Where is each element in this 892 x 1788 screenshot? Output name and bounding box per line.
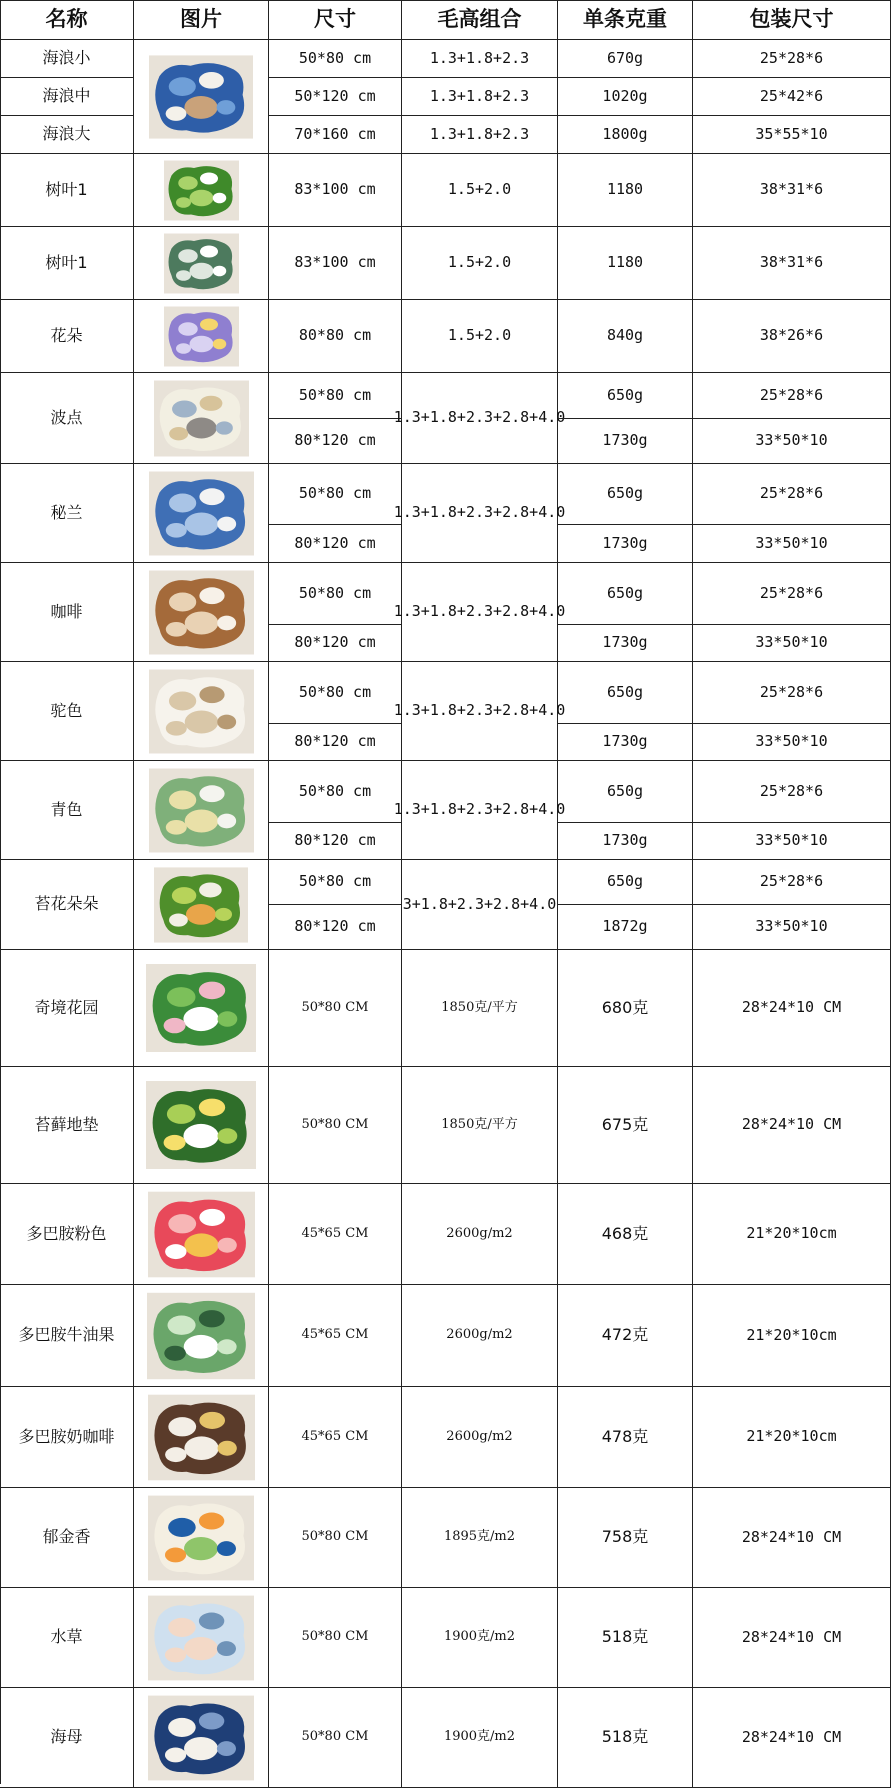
product-name-text: 海浪中 xyxy=(42,86,91,106)
rug-thumbnail-image xyxy=(148,1492,254,1584)
product-picture xyxy=(134,1285,269,1387)
product-name-text: 多巴胺牛油果 xyxy=(18,1325,115,1345)
package-value-text: 21*20*10cm xyxy=(746,1325,837,1344)
size-value-text: 83*100 cm xyxy=(294,253,376,272)
weight-value-text: 758克 xyxy=(601,1527,649,1547)
size-value-text: 83*100 cm xyxy=(294,180,376,199)
product-name-text: 水草 xyxy=(50,1627,83,1647)
size-value xyxy=(269,905,402,950)
pile-height-value xyxy=(402,1067,558,1184)
package-value xyxy=(693,525,891,563)
package-value xyxy=(693,40,891,78)
size-value xyxy=(269,823,402,860)
pile-height-value-text: 1850克/平方 xyxy=(441,1116,518,1132)
package-value-text: 33*50*10 xyxy=(755,533,828,552)
size-value-text: 50*80 cm xyxy=(298,385,372,404)
weight-value-text: 472克 xyxy=(601,1325,649,1345)
pile-height-value xyxy=(402,1184,558,1285)
size-value xyxy=(269,1387,402,1488)
rug-thumbnail-image xyxy=(149,47,253,147)
weight-value xyxy=(558,724,693,761)
weight-value xyxy=(558,1387,693,1488)
pile-height-value-text: 1.5+2.0 xyxy=(447,326,512,345)
product-name xyxy=(0,950,134,1067)
product-picture xyxy=(134,40,269,154)
pile-height-value-text: 1.3+1.8+2.3 xyxy=(429,48,530,67)
size-value-text: 50*80 CM xyxy=(301,999,369,1015)
package-value xyxy=(693,1285,891,1387)
size-value-text: 80*120 cm xyxy=(294,431,376,450)
package-value-text: 28*24*10 CM xyxy=(741,998,842,1017)
product-name xyxy=(0,116,134,154)
rug-thumbnail-image xyxy=(164,231,239,296)
product-name-text: 树叶1 xyxy=(45,179,88,199)
package-value xyxy=(693,300,891,373)
package-value-text: 25*28*6 xyxy=(759,385,824,404)
pile-height-value-text: 1.3+1.8+2.3+2.8+4.0 xyxy=(393,503,566,522)
product-name xyxy=(0,1688,134,1788)
product-name-text: 海浪小 xyxy=(42,48,91,68)
rug-thumbnail-image xyxy=(154,377,249,460)
product-name xyxy=(0,1067,134,1184)
header-picture-text: 图片 xyxy=(180,7,222,32)
pile-height-value-text: 1.3+1.8+2.3+2.8+4.0 xyxy=(393,800,566,819)
weight-value xyxy=(558,300,693,373)
product-name-text: 秘兰 xyxy=(50,502,83,522)
package-value xyxy=(693,563,891,625)
size-value xyxy=(269,761,402,823)
package-value-text: 25*28*6 xyxy=(759,781,824,800)
package-value-text: 25*28*6 xyxy=(759,583,824,602)
product-picture xyxy=(134,950,269,1067)
size-value-text: 50*80 CM xyxy=(301,1729,369,1745)
product-picture xyxy=(134,300,269,373)
rug-thumbnail-image xyxy=(148,1692,254,1784)
size-value xyxy=(269,116,402,154)
size-value-text: 45*65 CM xyxy=(301,1327,369,1343)
package-value-text: 38*31*6 xyxy=(759,180,824,199)
package-value xyxy=(693,1387,891,1488)
package-value-text: 35*55*10 xyxy=(755,124,828,143)
weight-value xyxy=(558,1588,693,1688)
package-value xyxy=(693,662,891,724)
pile-height-value-text: 1895克/m2 xyxy=(443,1529,516,1545)
rug-thumbnail-image xyxy=(154,864,248,946)
product-picture xyxy=(134,1387,269,1488)
weight-value-text: 518克 xyxy=(601,1727,649,1747)
product-picture xyxy=(134,563,269,662)
package-value-text: 38*31*6 xyxy=(759,253,824,272)
header-size xyxy=(269,0,402,40)
product-name-text: 花朵 xyxy=(50,325,83,345)
product-name-text: 苔藓地垫 xyxy=(34,1114,99,1134)
size-value-text: 45*65 CM xyxy=(301,1225,369,1241)
pile-height-value-text: 1.3+1.8+2.3+2.8+4.0 xyxy=(393,408,566,427)
weight-value xyxy=(558,116,693,154)
size-value-text: 45*65 CM xyxy=(301,1428,369,1444)
pile-height-value xyxy=(393,373,566,464)
product-name-text: 波点 xyxy=(50,407,83,427)
header-package-text: 包装尺寸 xyxy=(749,7,834,32)
package-value xyxy=(693,1067,891,1184)
pile-height-value xyxy=(393,662,566,761)
size-value xyxy=(269,464,402,525)
package-value xyxy=(693,464,891,525)
rug-thumbnail-image xyxy=(148,1391,255,1484)
pile-height-value xyxy=(393,563,566,662)
product-name-text: 青色 xyxy=(50,799,83,819)
weight-value-text: 1020g xyxy=(602,86,648,105)
size-value xyxy=(269,1688,402,1788)
weight-value-text: 1730g xyxy=(602,633,648,652)
size-value-text: 50*80 cm xyxy=(298,682,372,701)
product-name-text: 海母 xyxy=(50,1727,83,1747)
product-name-text: 海浪大 xyxy=(42,124,91,144)
pile-height-value xyxy=(402,1488,558,1588)
rug-thumbnail-image xyxy=(149,468,254,559)
product-name-text: 奇境花园 xyxy=(34,997,99,1017)
product-name xyxy=(0,373,134,464)
weight-value-text: 650g xyxy=(606,872,644,891)
weight-value-text: 670g xyxy=(606,48,644,67)
weight-value-text: 478克 xyxy=(601,1426,649,1446)
size-value-text: 80*120 cm xyxy=(294,917,376,936)
size-value xyxy=(269,1067,402,1184)
package-value-text: 25*42*6 xyxy=(759,86,824,105)
product-name xyxy=(0,761,134,860)
weight-value xyxy=(558,1688,693,1788)
pile-height-value xyxy=(402,227,558,300)
weight-value-text: 650g xyxy=(606,781,644,800)
package-value xyxy=(693,373,891,419)
product-picture xyxy=(134,1588,269,1688)
pile-height-value xyxy=(402,154,558,227)
package-value-text: 21*20*10cm xyxy=(746,1427,837,1446)
rug-thumbnail-image xyxy=(147,1289,255,1383)
pile-height-value-text: 2600g/m2 xyxy=(446,1225,513,1241)
header-size-text: 尺寸 xyxy=(314,7,356,32)
package-value xyxy=(693,1588,891,1688)
header-pile xyxy=(402,0,558,40)
weight-value-text: 650g xyxy=(606,484,644,503)
size-value xyxy=(269,563,402,625)
size-value-text: 50*80 CM xyxy=(301,1116,369,1132)
header-package xyxy=(693,0,891,40)
size-value xyxy=(269,78,402,116)
product-name xyxy=(0,1488,134,1588)
package-value xyxy=(693,905,891,950)
pile-height-value-text: 1900克/m2 xyxy=(443,1629,516,1645)
weight-value xyxy=(558,373,693,419)
pile-height-value-text: 1.3+1.8+2.3+2.8+4.0 xyxy=(393,701,566,720)
weight-value-text: 840g xyxy=(606,326,644,345)
weight-value-text: 680克 xyxy=(601,997,649,1017)
size-value xyxy=(269,419,402,464)
package-value-text: 28*24*10 CM xyxy=(741,1115,842,1134)
size-value xyxy=(269,525,402,563)
pile-height-value xyxy=(402,116,558,154)
package-value xyxy=(693,1184,891,1285)
product-picture xyxy=(134,227,269,300)
weight-value-text: 1872g xyxy=(602,917,648,936)
package-value-text: 33*50*10 xyxy=(755,732,828,751)
product-name xyxy=(0,1387,134,1488)
weight-value-text: 1730g xyxy=(602,533,648,552)
pile-height-value-text: 1850克/平方 xyxy=(441,999,518,1015)
product-picture xyxy=(134,1067,269,1184)
size-value-text: 50*120 cm xyxy=(294,86,376,105)
package-value-text: 33*50*10 xyxy=(755,917,828,936)
size-value xyxy=(269,662,402,724)
product-name xyxy=(0,662,134,761)
weight-value-text: 1730g xyxy=(602,831,648,850)
size-value-text: 50*80 CM xyxy=(301,1629,369,1645)
size-value xyxy=(269,373,402,419)
package-value xyxy=(693,761,891,823)
header-picture xyxy=(134,0,269,40)
size-value-text: 50*80 cm xyxy=(298,872,372,891)
product-picture xyxy=(134,1184,269,1285)
product-name xyxy=(0,78,134,116)
size-value-text: 80*120 cm xyxy=(294,732,376,751)
rug-thumbnail-image xyxy=(146,1077,256,1173)
weight-value-text: 1180 xyxy=(606,253,644,272)
pile-height-value xyxy=(402,1387,558,1488)
header-name-text: 名称 xyxy=(45,7,88,32)
pile-height-value xyxy=(402,950,558,1067)
package-value-text: 38*26*6 xyxy=(759,326,824,345)
size-value-text: 80*80 cm xyxy=(298,326,372,345)
weight-value xyxy=(558,525,693,563)
size-value xyxy=(269,40,402,78)
pile-height-value-text: 2600g/m2 xyxy=(446,1428,513,1444)
size-value-text: 80*120 cm xyxy=(294,831,376,850)
product-name-text: 苔花朵朵 xyxy=(34,894,99,914)
header-weight-text: 单条克重 xyxy=(583,7,667,32)
weight-value xyxy=(558,154,693,227)
product-name xyxy=(0,300,134,373)
pile-height-value-text: 2600g/m2 xyxy=(446,1327,513,1343)
package-value xyxy=(693,1488,891,1588)
size-value xyxy=(269,1588,402,1688)
rug-thumbnail-image xyxy=(149,765,254,856)
product-picture xyxy=(134,1688,269,1788)
rug-thumbnail-image xyxy=(146,960,256,1056)
rug-thumbnail-image xyxy=(149,567,254,658)
package-value xyxy=(693,823,891,860)
weight-value-text: 1730g xyxy=(602,732,648,751)
product-name-text: 树叶1 xyxy=(45,252,88,272)
weight-value xyxy=(558,823,693,860)
product-picture xyxy=(134,860,269,950)
package-value xyxy=(693,227,891,300)
pile-height-value xyxy=(393,464,566,563)
package-value-text: 33*50*10 xyxy=(755,431,828,450)
product-name-text: 驼色 xyxy=(50,700,83,720)
weight-value xyxy=(558,761,693,823)
weight-value xyxy=(558,905,693,950)
size-value xyxy=(269,300,402,373)
pile-height-value-text: 1.3+1.8+2.3+2.8+4.0 xyxy=(393,602,566,621)
pile-height-value-text: 1.3+1.8+2.3 xyxy=(429,86,530,105)
header-weight xyxy=(558,0,693,40)
weight-value-text: 650g xyxy=(606,682,644,701)
package-value-text: 25*28*6 xyxy=(759,48,824,67)
package-value-text: 28*24*10 CM xyxy=(741,1627,842,1646)
size-value-text: 70*160 cm xyxy=(294,124,376,143)
package-value xyxy=(693,625,891,662)
pile-height-value xyxy=(402,1588,558,1688)
weight-value xyxy=(558,227,693,300)
product-name-text: 咖啡 xyxy=(50,601,83,621)
weight-value xyxy=(558,563,693,625)
weight-value-text: 1730g xyxy=(602,431,648,450)
size-value xyxy=(269,227,402,300)
weight-value xyxy=(558,950,693,1067)
package-value-text: 21*20*10cm xyxy=(746,1224,837,1243)
product-name-text: 多巴胺奶咖啡 xyxy=(18,1426,115,1446)
size-value xyxy=(269,950,402,1067)
product-picture xyxy=(134,373,269,464)
weight-value xyxy=(558,1184,693,1285)
package-value-text: 28*24*10 CM xyxy=(741,1527,842,1546)
weight-value-text: 675克 xyxy=(601,1114,649,1134)
package-value-text: 25*28*6 xyxy=(759,484,824,503)
product-name xyxy=(0,563,134,662)
weight-value xyxy=(558,860,693,905)
weight-value-text: 518克 xyxy=(601,1627,649,1647)
size-value-text: 50*80 CM xyxy=(301,1529,369,1545)
size-value xyxy=(269,625,402,662)
weight-value xyxy=(558,40,693,78)
size-value xyxy=(269,1285,402,1387)
size-value xyxy=(269,724,402,761)
rug-thumbnail-image xyxy=(164,158,239,223)
package-value xyxy=(693,1688,891,1788)
weight-value-text: 1180 xyxy=(606,180,644,199)
product-name xyxy=(0,40,134,78)
weight-value-text: 1800g xyxy=(602,124,648,143)
rug-thumbnail-image xyxy=(148,1188,255,1281)
size-value xyxy=(269,1184,402,1285)
product-name-text: 多巴胺粉色 xyxy=(26,1223,107,1243)
weight-value-text: 650g xyxy=(606,385,644,404)
package-value xyxy=(693,154,891,227)
header-pile-text: 毛高组合 xyxy=(437,7,522,32)
weight-value xyxy=(558,1488,693,1588)
weight-value xyxy=(558,662,693,724)
size-value xyxy=(269,860,402,905)
product-name xyxy=(0,227,134,300)
weight-value xyxy=(558,419,693,464)
pile-height-value-text: 3+1.8+2.3+2.8+4.0 xyxy=(402,894,557,913)
pile-height-value xyxy=(402,40,558,78)
pile-height-value xyxy=(402,860,558,950)
weight-value xyxy=(558,1067,693,1184)
weight-value xyxy=(558,78,693,116)
size-value xyxy=(269,1488,402,1588)
pile-height-value xyxy=(402,1285,558,1387)
package-value xyxy=(693,860,891,905)
product-name xyxy=(0,1588,134,1688)
weight-value xyxy=(558,625,693,662)
package-value xyxy=(693,419,891,464)
pile-height-value-text: 1.5+2.0 xyxy=(447,253,512,272)
weight-value xyxy=(558,464,693,525)
package-value-text: 33*50*10 xyxy=(755,633,828,652)
weight-value-text: 650g xyxy=(606,583,644,602)
size-value-text: 50*80 cm xyxy=(298,484,372,503)
header-name xyxy=(0,0,134,40)
pile-height-value xyxy=(393,761,566,860)
size-value xyxy=(269,154,402,227)
product-name-text: 郁金香 xyxy=(42,1527,91,1547)
pile-height-value-text: 1.3+1.8+2.3 xyxy=(429,124,530,143)
product-picture xyxy=(134,662,269,761)
package-value-text: 28*24*10 CM xyxy=(741,1727,842,1746)
product-picture xyxy=(134,761,269,860)
pile-height-value xyxy=(402,78,558,116)
product-name xyxy=(0,154,134,227)
rug-thumbnail-image xyxy=(148,1592,254,1684)
product-name xyxy=(0,464,134,563)
package-value-text: 33*50*10 xyxy=(755,831,828,850)
product-picture xyxy=(134,1488,269,1588)
size-value-text: 50*80 cm xyxy=(298,583,372,602)
package-value-text: 25*28*6 xyxy=(759,872,824,891)
product-name xyxy=(0,860,134,950)
rug-thumbnail-image xyxy=(149,666,254,757)
weight-value xyxy=(558,1285,693,1387)
size-value-text: 80*120 cm xyxy=(294,533,376,552)
product-picture xyxy=(134,464,269,563)
product-name xyxy=(0,1285,134,1387)
package-value-text: 25*28*6 xyxy=(759,682,824,701)
package-value xyxy=(693,116,891,154)
size-value-text: 50*80 cm xyxy=(298,781,372,800)
rug-thumbnail-image xyxy=(164,304,239,369)
weight-value-text: 468克 xyxy=(601,1223,649,1243)
pile-height-value-text: 1.5+2.0 xyxy=(447,180,512,199)
product-picture xyxy=(134,154,269,227)
pile-height-value xyxy=(402,1688,558,1788)
size-value-text: 80*120 cm xyxy=(294,633,376,652)
package-value xyxy=(693,950,891,1067)
pile-height-value-text: 1900克/m2 xyxy=(443,1729,516,1745)
pile-height-value xyxy=(402,300,558,373)
product-name xyxy=(0,1184,134,1285)
size-value-text: 50*80 cm xyxy=(298,48,372,67)
package-value xyxy=(693,724,891,761)
package-value xyxy=(693,78,891,116)
